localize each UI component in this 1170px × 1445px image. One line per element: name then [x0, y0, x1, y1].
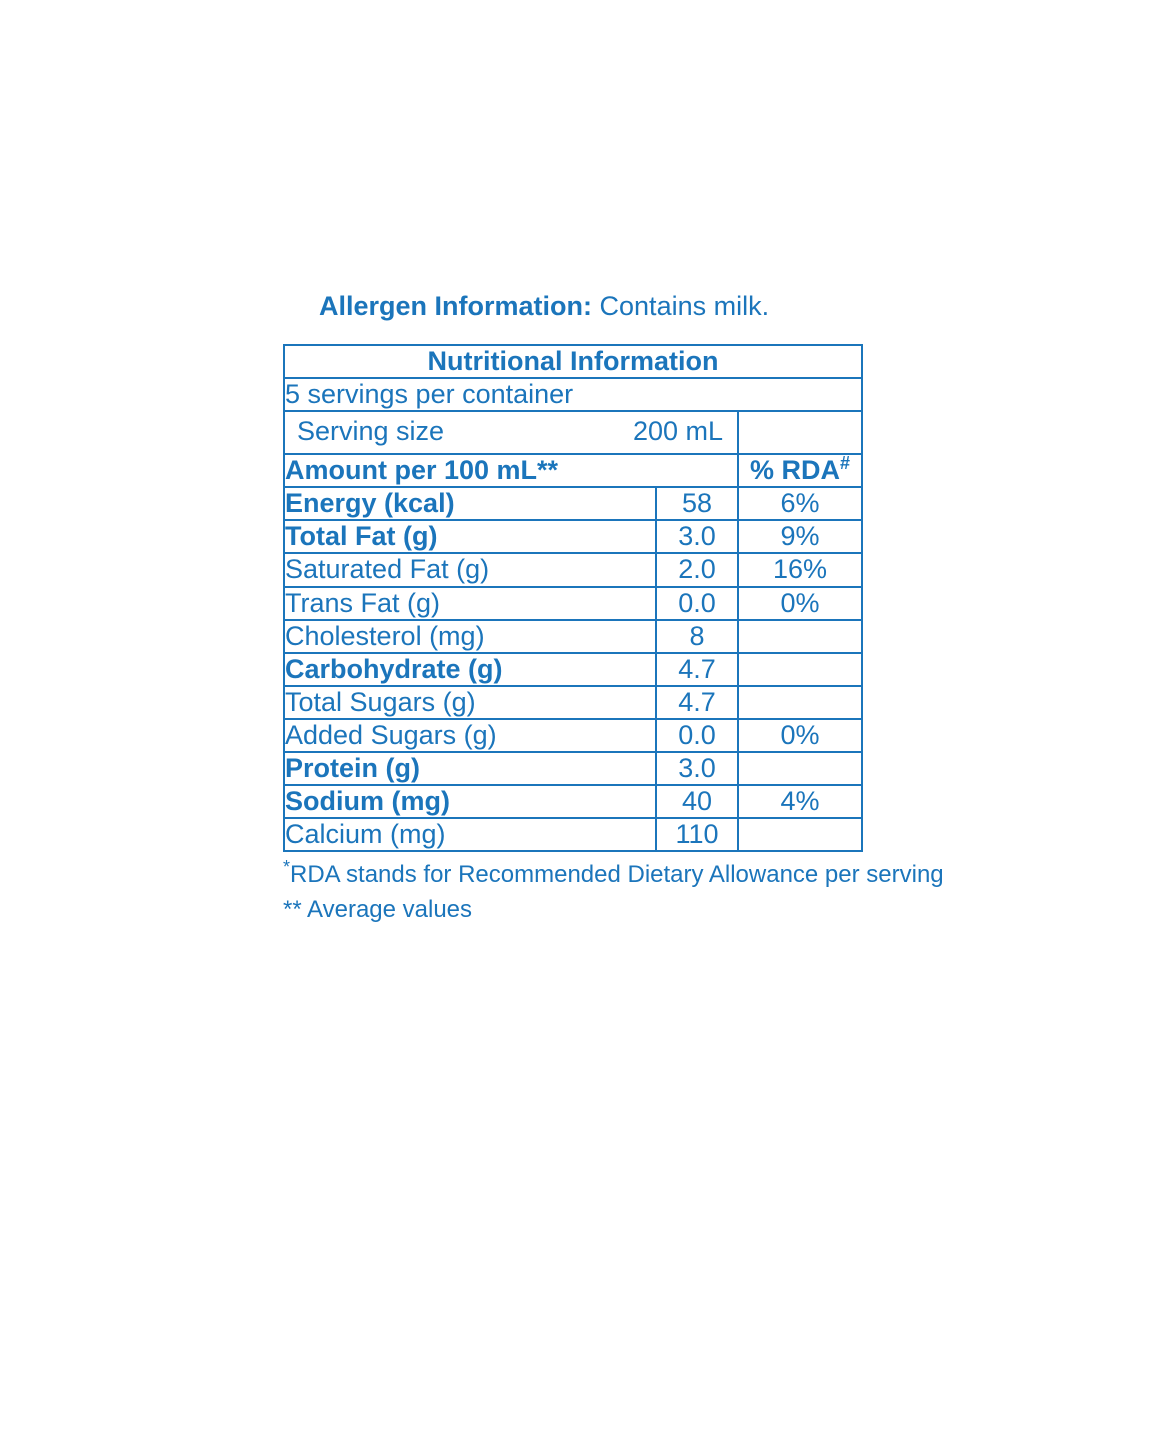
nutrient-rda [738, 818, 862, 851]
nutrient-amount: 2.0 [656, 553, 738, 586]
nutrient-name: Calcium (mg) [284, 818, 656, 851]
nutrient-rda [738, 620, 862, 653]
nutrient-name: Cholesterol (mg) [284, 620, 656, 653]
table-row [284, 520, 862, 553]
serving-size-cell [284, 411, 738, 454]
nutrient-name: Sodium (mg) [284, 785, 656, 818]
footnote-rda [283, 856, 944, 893]
nutrient-amount: 110 [656, 818, 738, 851]
nutrient-rda: 9% [738, 520, 862, 553]
allergen-label: Allergen Information: [319, 291, 593, 321]
serving-size-label: Serving size [297, 416, 445, 447]
nutrient-name: Energy (kcal) [284, 487, 656, 520]
nutrition-panel [283, 290, 944, 928]
nutrient-rda: 4% [738, 785, 862, 818]
rda-header-text: % RDA [749, 455, 840, 486]
rda-header [738, 454, 862, 487]
table-row [284, 487, 862, 520]
servings-per-container: 5 servings per container [284, 378, 862, 411]
serving-size-value: 200 mL [632, 416, 723, 447]
nutrient-amount: 0.0 [656, 587, 738, 620]
nutrient-amount: 58 [656, 487, 738, 520]
table-row [284, 752, 862, 785]
nutrient-amount: 4.7 [656, 653, 738, 686]
nutrient-name: Total Fat (g) [284, 520, 656, 553]
nutrient-name: Added Sugars (g) [284, 719, 656, 752]
nutrient-name: Carbohydrate (g) [284, 653, 656, 686]
nutrition-table-title: Nutritional Information [284, 345, 862, 378]
table-row-title [284, 345, 862, 378]
nutrient-name: Saturated Fat (g) [284, 553, 656, 586]
nutrient-rda: 0% [738, 719, 862, 752]
table-row [284, 686, 862, 719]
table-row [284, 587, 862, 620]
table-row-serving-size [284, 411, 862, 454]
nutrient-rda [738, 686, 862, 719]
rda-header-sup: # [840, 453, 851, 474]
table-row [284, 553, 862, 586]
nutrient-name: Trans Fat (g) [284, 587, 656, 620]
table-row [284, 620, 862, 653]
table-row [284, 653, 862, 686]
footnote-text: RDA stands for Recommended Dietary Allowance per serving [290, 860, 944, 888]
nutrient-name: Total Sugars (g) [284, 686, 656, 719]
table-row [284, 785, 862, 818]
nutrient-rda [738, 752, 862, 785]
nutrient-amount: 4.7 [656, 686, 738, 719]
nutrient-amount: 3.0 [656, 520, 738, 553]
nutrient-rda [738, 653, 862, 686]
nutrient-name: Protein (g) [284, 752, 656, 785]
allergen-value: Contains milk. [599, 291, 770, 321]
nutrient-amount: 0.0 [656, 719, 738, 752]
serving-size-empty-cell [738, 411, 862, 454]
footnote-text: ** Average values [283, 895, 473, 923]
nutrient-rda: 6% [738, 487, 862, 520]
nutrient-amount: 40 [656, 785, 738, 818]
nutrient-amount: 3.0 [656, 752, 738, 785]
table-row [284, 818, 862, 851]
footnotes [283, 856, 944, 928]
nutritional-information-table [283, 344, 863, 852]
allergen-information [319, 290, 883, 322]
footnote-marker: * [283, 856, 291, 877]
nutrient-rda: 0% [738, 587, 862, 620]
nutrient-rda: 16% [738, 553, 862, 586]
footnote-average [283, 893, 883, 928]
table-row [284, 719, 862, 752]
table-row-amount-header [284, 454, 862, 487]
nutrient-amount: 8 [656, 620, 738, 653]
amount-per-header: Amount per 100 mL** [284, 454, 738, 487]
table-row-servings [284, 378, 862, 411]
